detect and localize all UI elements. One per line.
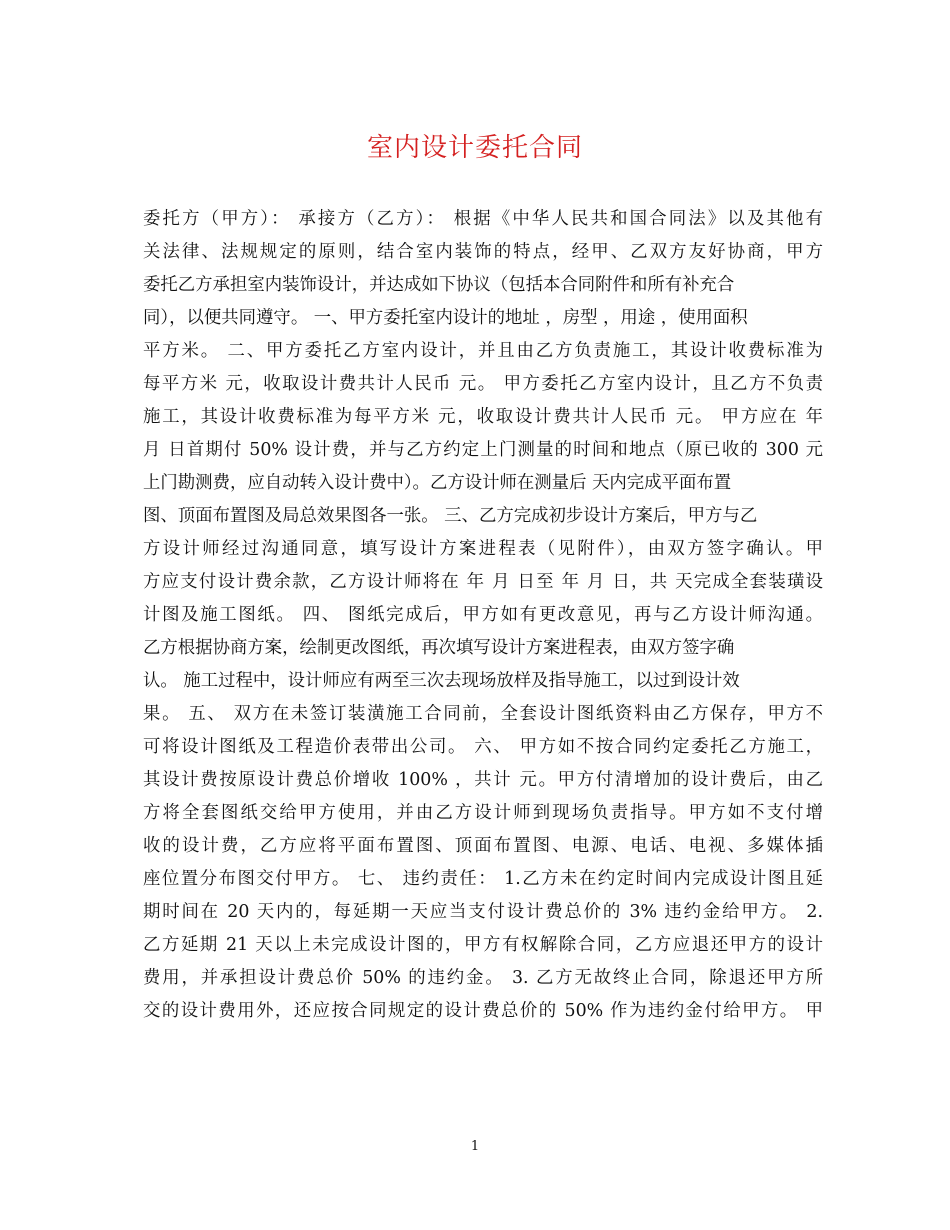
body-text-line: 平方米。 二、甲方委托乙方室内设计，并且由乙方负责施工，其设计收费标准为 <box>143 341 823 361</box>
body-text-line: 委托方（甲方）： 承接方（乙方）： 根据《中华人民共和国合同法》以及其他有 <box>143 209 823 229</box>
body-text-line: 图、顶面布置图及局总效果图各一张。 三、乙方完成初步设计方案后，甲方与乙 <box>143 506 758 526</box>
body-text-line: 月 日首期付 50% 设计费，并与乙方约定上门测量的时间和地点（原已收的 300 元 <box>143 440 823 460</box>
body-text-line: 方设计师经过沟通同意，填写设计方案进程表（见附件），由双方签字确认。甲 <box>143 539 823 559</box>
body-text-line: 收的设计费，乙方应将平面布置图、顶面布置图、电源、电话、电视、多媒体插 <box>143 836 823 856</box>
body-text-line: 认。 施工过程中，设计师应有两至三次去现场放样及指导施工，以过到设计效 <box>143 671 740 691</box>
body-text-line: 其设计费按原设计费总价增收 100% ，共计 元。甲方付清增加的设计费后，由乙 <box>143 770 823 790</box>
body-text-line: 同），以便共同遵守。 一、甲方委托室内设计的地址 ，房型 ，用途 ，使用面积 <box>143 308 748 328</box>
body-text-line: 果。 五、 双方在未签订装潢施工合同前，全套设计图纸资料由乙方保存，甲方不 <box>143 704 823 724</box>
body-text-line: 交的设计费用外，还应按合同规定的设计费总价的 50% 作为违约金付给甲方。 甲 <box>143 1001 823 1021</box>
body-text-line: 每平方米 元，收取设计费共计人民币 元。 甲方委托乙方室内设计，且乙方不负责 <box>143 374 823 394</box>
body-text-line: 方应支付设计费余款，乙方设计师将在 年 月 日至 年 月 日，共 天完成全套装璜设 <box>143 572 823 592</box>
body-text-line: 关法律、法规规定的原则，结合室内装饰的特点，经甲、乙双方友好协商，甲方 <box>143 242 823 262</box>
body-text-line: 委托乙方承担室内装饰设计，并达成如下协议（包括本合同附件和所有补充合 <box>143 275 735 295</box>
body-text-line: 上门勘测费，应自动转入设计费中）。乙方设计师在测量后 天内完成平面布置 <box>143 473 732 493</box>
body-text-line: 施工，其设计收费标准为每平方米 元，收取设计费共计人民币 元。 甲方应在 年 <box>143 407 823 427</box>
page-number: 1 <box>470 1139 480 1154</box>
body-text-line: 方将全套图纸交给甲方使用，并由乙方设计师到现场负责指导。甲方如不支付增 <box>143 803 823 823</box>
body-text-line: 乙方根据协商方案，绘制更改图纸，再次填写设计方案进程表，由双方签字确 <box>143 638 735 658</box>
document-body <box>143 203 823 1028</box>
body-text-line: 计图及施工图纸。 四、 图纸完成后，甲方如有更改意见，再与乙方设计师沟通。 <box>143 605 823 625</box>
body-text-line: 费用，并承担设计费总价 50% 的违约金。 3. 乙方无故终止合同，除退还甲方所 <box>143 968 823 988</box>
body-text-line: 乙方延期 21 天以上未完成设计图的，甲方有权解除合同，乙方应退还甲方的设计 <box>143 935 823 955</box>
body-text-line: 座位置分布图交付甲方。 七、 违约责任： 1.乙方未在约定时间内完成设计图且延 <box>143 869 823 889</box>
document-title: 室内设计委托合同 <box>366 133 583 163</box>
body-text-line: 可将设计图纸及工程造价表带出公司。 六、 甲方如不按合同约定委托乙方施工， <box>143 737 823 757</box>
body-text-line: 期时间在 20 天内的，每延期一天应当支付设计费总价的 3% 违约金给甲方。 2. <box>143 902 823 922</box>
